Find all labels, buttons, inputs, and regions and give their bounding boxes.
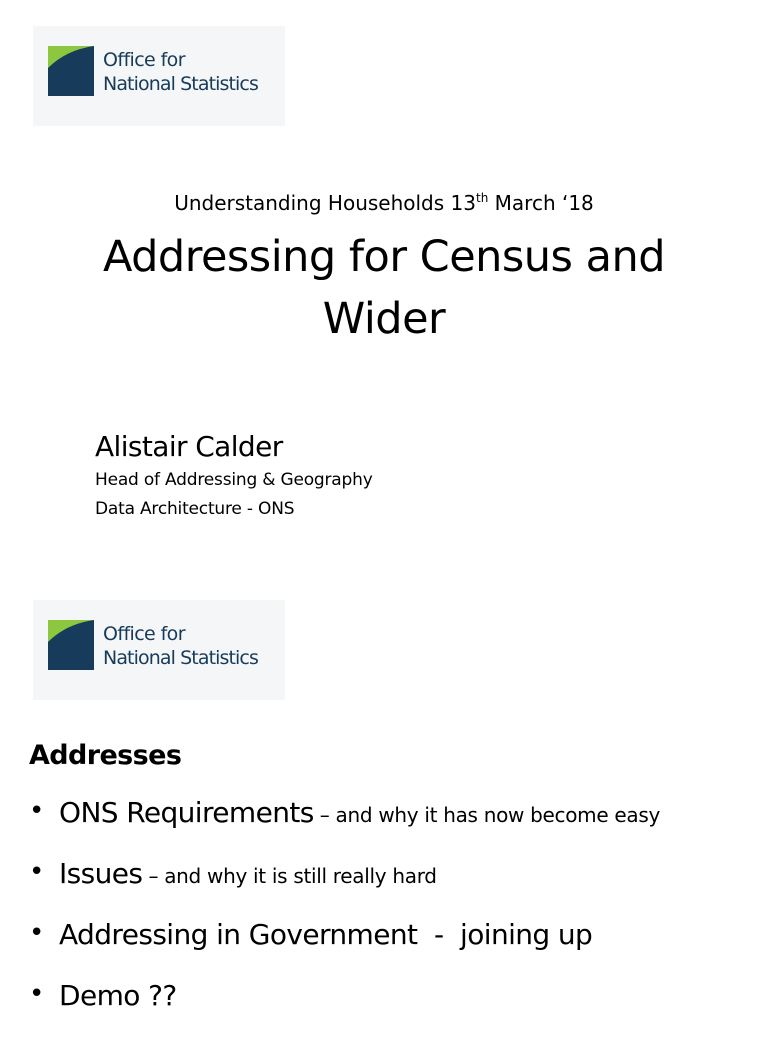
bullet-marker: • bbox=[29, 796, 44, 826]
logo-line-2: National Statistics bbox=[103, 647, 258, 669]
bullet-marker: • bbox=[29, 857, 44, 887]
ons-logo-mark-icon bbox=[48, 620, 94, 670]
ons-logo bbox=[33, 26, 285, 126]
bullet-sub-text: – and why it is still really hard bbox=[142, 864, 437, 888]
logo-line-1: Office for bbox=[103, 623, 185, 645]
subtitle-suffix: March ‘18 bbox=[488, 191, 594, 215]
slide-title-text bbox=[60, 226, 708, 350]
bullet-main-text: Demo ?? bbox=[59, 979, 177, 1012]
bullet-marker: • bbox=[29, 918, 44, 948]
bullet-marker: • bbox=[29, 979, 44, 1009]
ons-logo bbox=[33, 600, 285, 700]
author-department: Data Architecture - ONS bbox=[95, 499, 295, 519]
bullet-main-text: Issues bbox=[59, 857, 143, 890]
bullet-text bbox=[59, 857, 437, 890]
subtitle-prefix: Understanding Households 13 bbox=[174, 191, 476, 215]
bullet-main-text: ONS Requirements bbox=[59, 796, 314, 829]
author-role: Head of Addressing & Geography bbox=[95, 470, 373, 490]
title-line-2: Wider bbox=[322, 294, 446, 344]
bullet-text bbox=[59, 796, 660, 829]
logo-line-1: Office for bbox=[103, 49, 185, 71]
ons-logo-mark-icon bbox=[48, 46, 94, 96]
author-name: Alistair Calder bbox=[95, 430, 283, 463]
event-subtitle bbox=[0, 191, 768, 215]
subtitle-superscript: th bbox=[475, 191, 489, 205]
bullet-main-text: Addressing in Government - joining up bbox=[59, 918, 593, 951]
bullet-sub-text: – and why it has now become easy bbox=[313, 803, 661, 827]
logo-wordmark bbox=[103, 48, 258, 96]
bullet-text bbox=[59, 979, 177, 1012]
section-heading: Addresses bbox=[29, 740, 182, 771]
logo-line-2: National Statistics bbox=[103, 73, 258, 95]
slide-addresses bbox=[0, 576, 768, 1024]
logo-wordmark bbox=[103, 622, 258, 670]
title-line-1: Addressing for Census and bbox=[102, 232, 666, 282]
bullet-text bbox=[59, 918, 592, 951]
